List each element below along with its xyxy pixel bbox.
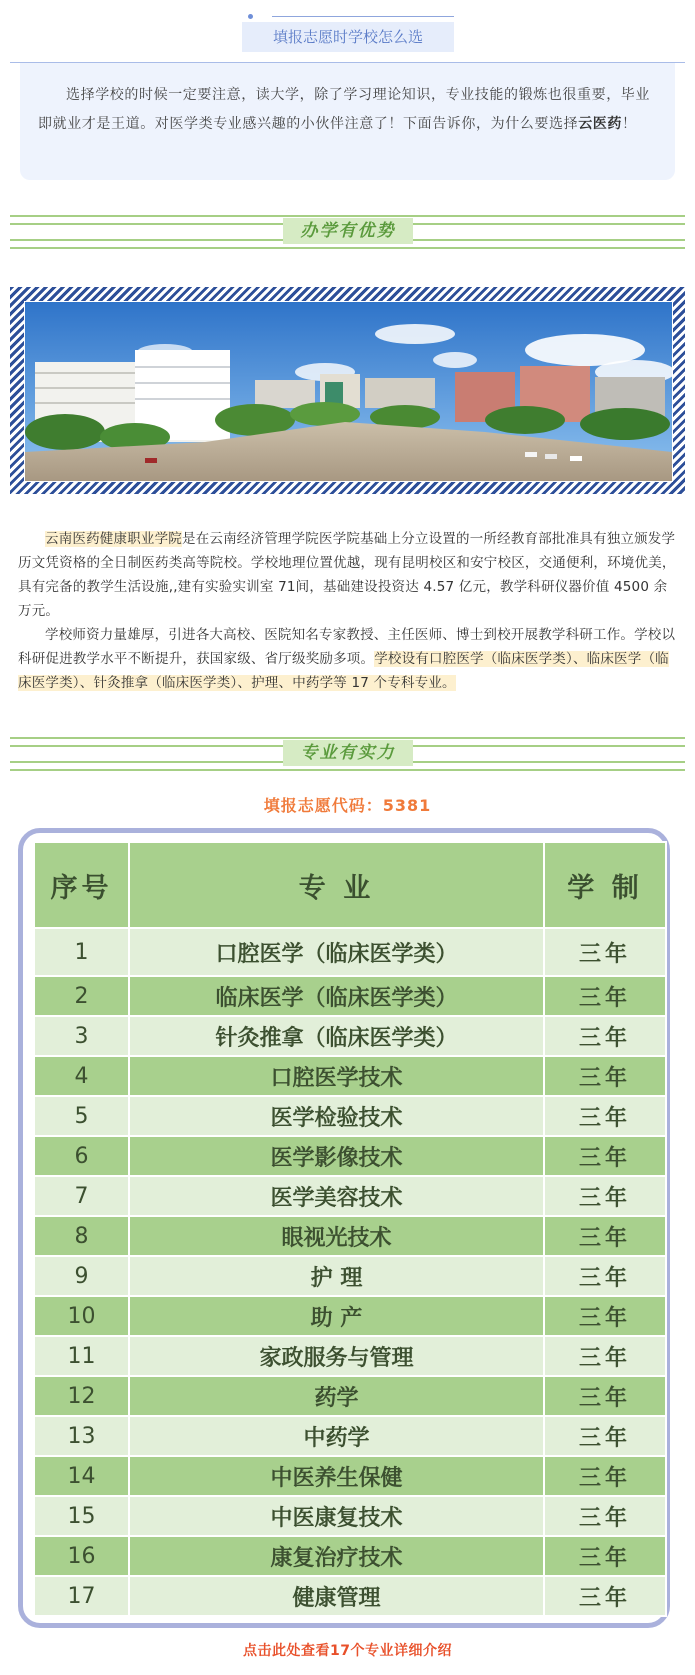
description-text: 学校师资力量雄厚，引进各大高校、医院知名专家教授、主任医师、博士到校开展教学科研工作。学校以科研促进教学水平不断提升，获国家级、省厅级奖励多项。 — [18, 627, 676, 667]
section-line — [10, 215, 685, 217]
table-row — [34, 1536, 666, 1576]
table-row — [34, 1416, 666, 1456]
cell-number: 14 — [34, 1456, 129, 1496]
top-header — [242, 12, 454, 50]
cell-number: 3 — [34, 1016, 129, 1056]
cell-number: 15 — [34, 1496, 129, 1536]
cell-number: 4 — [34, 1056, 129, 1096]
cell-major: 医学影像技术 — [129, 1136, 544, 1176]
table-row — [34, 1256, 666, 1296]
section-line — [10, 737, 685, 739]
section-title-advantage — [10, 213, 685, 249]
cell-duration: 三年 — [544, 928, 666, 976]
campus-photo-frame — [10, 287, 685, 494]
cell-number: 6 — [34, 1136, 129, 1176]
table-row — [34, 1336, 666, 1376]
cell-major: 护 理 — [129, 1256, 544, 1296]
header-line — [272, 16, 454, 17]
cell-number: 2 — [34, 976, 129, 1016]
cell-duration: 三年 — [544, 1216, 666, 1256]
application-code-value: 5381 — [382, 796, 432, 815]
cell-duration: 三年 — [544, 1256, 666, 1296]
cell-duration: 三年 — [544, 1336, 666, 1376]
cell-major: 中医养生保健 — [129, 1456, 544, 1496]
table-row — [34, 1056, 666, 1096]
cell-major: 口腔医学（临床医学类） — [129, 928, 544, 976]
table-row — [34, 1096, 666, 1136]
column-header-number: 序号 — [34, 842, 129, 928]
column-header-major: 专 业 — [129, 842, 544, 928]
page-title: 填报志愿时学校怎么选 — [242, 22, 454, 52]
bullet-dot-icon — [248, 14, 253, 19]
table-row — [34, 1136, 666, 1176]
cell-duration: 三年 — [544, 1016, 666, 1056]
cell-major: 眼视光技术 — [129, 1216, 544, 1256]
cell-number: 9 — [34, 1256, 129, 1296]
majors-table-frame — [18, 828, 670, 1628]
cell-major: 医学美容技术 — [129, 1176, 544, 1216]
cell-duration: 三年 — [544, 1376, 666, 1416]
cell-duration: 三年 — [544, 1576, 666, 1616]
cell-duration: 三年 — [544, 1136, 666, 1176]
section-title: 专业有实力 — [283, 740, 413, 766]
table-row — [34, 1496, 666, 1536]
cell-major: 家政服务与管理 — [129, 1336, 544, 1376]
table-row — [34, 1216, 666, 1256]
cell-number: 17 — [34, 1576, 129, 1616]
cell-number: 10 — [34, 1296, 129, 1336]
cell-duration: 三年 — [544, 1176, 666, 1216]
cell-major: 临床医学（临床医学类） — [129, 976, 544, 1016]
intro-paragraph — [38, 81, 657, 139]
cell-major: 针灸推拿（临床医学类） — [129, 1016, 544, 1056]
cell-number: 1 — [34, 928, 129, 976]
cell-major: 助 产 — [129, 1296, 544, 1336]
cell-number: 16 — [34, 1536, 129, 1576]
column-header-duration: 学 制 — [544, 842, 666, 928]
table-row — [34, 1456, 666, 1496]
section-title: 办学有优势 — [283, 218, 413, 244]
table-row — [34, 1176, 666, 1216]
cell-major: 中药学 — [129, 1416, 544, 1456]
application-code — [0, 793, 695, 816]
majors-detail-link[interactable]: 点击此处查看17个专业详细介绍 — [243, 1643, 452, 1659]
description-paragraph-2 — [18, 623, 678, 695]
cell-duration: 三年 — [544, 1056, 666, 1096]
table-row — [34, 1576, 666, 1616]
table-body — [34, 928, 666, 1616]
cell-number: 8 — [34, 1216, 129, 1256]
section-line — [10, 247, 685, 249]
school-full-name: 云南医药健康职业学院 — [45, 531, 182, 547]
table-row — [34, 1376, 666, 1416]
table-row — [34, 1296, 666, 1336]
cell-major: 中医康复技术 — [129, 1496, 544, 1536]
cell-major: 康复治疗技术 — [129, 1536, 544, 1576]
table-row — [34, 976, 666, 1016]
cell-major: 医学检验技术 — [129, 1096, 544, 1136]
intro-text-end: ！ — [622, 116, 637, 132]
campus-photo — [24, 301, 673, 482]
cell-major: 健康管理 — [129, 1576, 544, 1616]
cell-duration: 三年 — [544, 1416, 666, 1456]
cell-major: 药学 — [129, 1376, 544, 1416]
cell-number: 12 — [34, 1376, 129, 1416]
section-title-strength — [10, 735, 685, 771]
cell-major: 口腔医学技术 — [129, 1056, 544, 1096]
school-description — [18, 527, 678, 695]
description-text: 是在云南经济管理学院医学院基础上分立设置的一所经教育部批准具有独立颁发学历文凭资格的全日制医药类高等院校。学校地理位置优越，现有昆明校区和安宁校区，交通便利，环境优美，具有完备的教学生活设施,,建有实验实训室 71间，基础建设投资达 4.57 亿元，教学科研仪器价值 4500 余万元。 — [18, 531, 676, 619]
cell-duration: 三年 — [544, 1456, 666, 1496]
cell-number: 5 — [34, 1096, 129, 1136]
table-row — [34, 928, 666, 976]
intro-text: 选择学校的时候一定要注意，读大学，除了学习理论知识，专业技能的锻炼也很重要，毕业即就业才是王道。对医学类专业感兴趣的小伙伴注意了！下面告诉你，为什么要选择 — [38, 87, 650, 132]
cell-number: 13 — [34, 1416, 129, 1456]
intro-school-name: 云医药 — [578, 116, 623, 132]
intro-box — [20, 63, 675, 180]
description-paragraph-1 — [18, 527, 678, 623]
majors-highlight: 学校设有口腔医学（临床医学类）、临床医学（临床医学类）、针灸推拿（临床医学类）、护理、中药学等 17 个专科专业。 — [18, 651, 669, 691]
cell-number: 7 — [34, 1176, 129, 1216]
cell-duration: 三年 — [544, 1536, 666, 1576]
cell-duration: 三年 — [544, 1496, 666, 1536]
table-row — [34, 1016, 666, 1056]
table-header-row — [34, 842, 666, 928]
section-line — [10, 769, 685, 771]
cell-duration: 三年 — [544, 1096, 666, 1136]
cell-duration: 三年 — [544, 1296, 666, 1336]
cell-duration: 三年 — [544, 976, 666, 1016]
cell-number: 11 — [34, 1336, 129, 1376]
application-code-label: 填报志愿代码： — [263, 796, 383, 815]
majors-table — [33, 841, 667, 1617]
